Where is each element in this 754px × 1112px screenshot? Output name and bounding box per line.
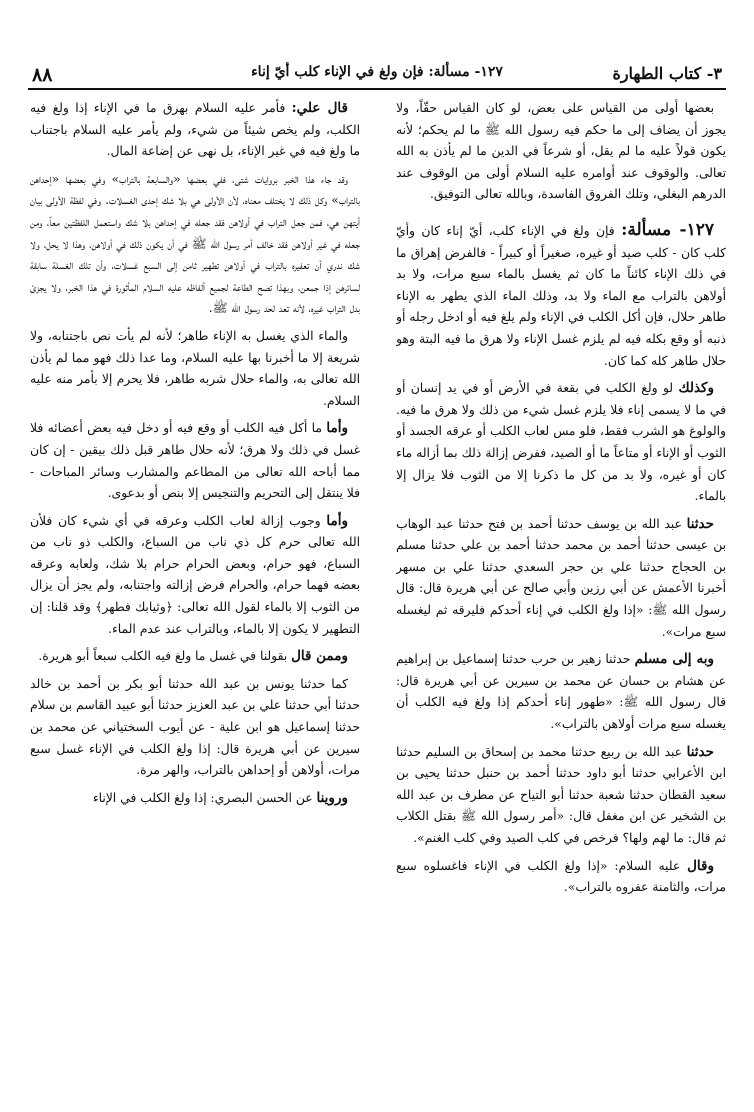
- paragraph-text: عليه السلام: «إذا ولغ الكلب في الإناء فاغسلوه سبع مرات، والثامنة عفروه بالتراب».: [396, 858, 726, 895]
- paragraph: [30, 511, 360, 641]
- paragraph-text: وقد جاء هذا الخبر بروايات شتى، ففي بعضها «والسابعة بالتراب» وفي بعضها «إحداهن بالتراب» وكل ذلك لا يختلف معناه، لأن الأولى هي بلا شك إحدى الغسلات. وفي لفظة الأولى بيان أيتهن هي، فمن جعل التراب في أولاهن فقد جعله في إحداهن بلا شك واستعمل اللفظتين معاً، ومن جعله في غير أولاهن فقد خالف أمر رسول الله ﷺ في أن يكون ذلك في أولاهن، وهذا لا يحل، ولا شك ندري أن تعفيره بالتراب في أولاهن تطهير ثامن إلى السبع غسلات، وأن تلك الغسلة سابقة لسائرهن إذا جمعن، وبهذا تصح الطاعة لجميع ألفاظه عليه السلام المأثورة في هذا الخبر، ولا يجزئ بدل التراب غيره، لأنه تعد لحد رسول الله ﷺ.: [30, 171, 360, 316]
- paragraph-lead: وأما: [326, 512, 348, 529]
- paragraph-lead: وقال: [687, 857, 714, 874]
- paragraph: [30, 418, 360, 504]
- paragraph-lead: وممن قال: [291, 648, 348, 665]
- paragraph-text: كما حدثنا يونس بن عبد الله حدثنا أبو بكر بن أحمد بن خالد حدثنا أبي حدثنا علي بن عبد العزيز حدثنا أبو عبيد القاسم بن سلام حدثنا إسماعيل هو ابن علية - عن أيوب السختياني عن محمد بن سيرين عن أبي هريرة قال: إذا ولغ الكلب في الإناء غسل سبع مرات، أولاهن أو إحداهن بالتراب، والهر مرة.: [30, 676, 360, 778]
- paragraph-text: حدثنا زهير بن حرب حدثنا إسماعيل بن إبراهيم عن هشام بن حسان عن محمد بن سيرين عن أبي هريرة قال: قال رسول الله ﷺ: «طهور إناء أحدكم إذا ولغ فيه الكلب أن يغسله سبع مرات أولاهن بالتراب».: [396, 652, 726, 732]
- paragraph-text: عبد الله بن يوسف حدثنا أحمد بن فتح حدثنا عبد الوهاب بن عيسى حدثنا أحمد بن محمد حدثنا أحمد بن علي حدثنا مسلم بن الحجاج حدثنا علي بن حجر السعدي حدثنا علي بن مسهر أخبرنا الأعمش عن أبي رزين وأبي صالح عن أبي هريرة قال: قال رسول الله ﷺ: «إذا ولغ الكلب في إناء أحدكم فليرقه ثم ليغسله سبع مرات».: [396, 516, 726, 639]
- paragraph: [396, 514, 726, 644]
- paragraph: [30, 169, 360, 320]
- paragraph-lead: ١٢٧- مسألة:: [621, 219, 714, 240]
- paragraph-lead: وأما: [326, 420, 348, 437]
- paragraph: [396, 220, 726, 372]
- paragraph-text: ما أكل فيه الكلب أو وقع فيه أو دخل فيه بعض أعضائه فلا غسل في ذلك ولا هرق؛ لأنه حلال طاهر قبل ذلك بيقين - إن كان مما أباحه الله تعالى من المطاعم والمشارب وسائر المباحات - فلا ينتقل إلى التحريم والتنجيس إلا بنص أو بدعوى.: [30, 421, 360, 501]
- paragraph: [396, 649, 726, 735]
- right-text-column: [396, 98, 726, 1102]
- paragraph-lead: وكذلك: [678, 380, 714, 397]
- page-number: ٨٨: [32, 64, 53, 86]
- paragraph-text: بعضها أولى من القياس على بعض، لو كان القياس حقّاً، ولا يجوز أن يضاف إلى ما حكم فيه رسول الله ﷺ ما لم يحكم؛ لأنه يكون قولاً عليه ما لم يقل، أو شرعاً في الدين ما لم يأذن به الله تعالى. والوقوف عند أوامره عليه السلام أولى من الوقوف عند الدرهم البغلي، وتلك الفروق الفاسدة، وبالله تعالى التوفيق.: [396, 101, 726, 202]
- paragraph-text: لو ولغ الكلب في بقعة في الأرض أو في يد إنسان أو في ما لا يسمى إناء فلا يلزم غسل شيء من ذلك ولا هرق ما فيه. والولوغ هو الشرب فقط، فلو مس لعاب الكلب أو عرقه الجسد أو الثوب أو الإناء أو متاعاً ما أو الصيد، ففرض إزالة ذلك بما أزاله ماء كان أو غيره، ولا بد من كل ما ذكرنا إلا من الثوب فلا يزال إلا بالماء.: [396, 381, 726, 504]
- running-title: ١٢٧- مسألة: فإن ولغ في الإناء كلب أيّ إناء: [251, 64, 503, 80]
- paragraph-lead: حدثنا: [686, 743, 714, 760]
- paragraph-text: فأمر عليه السلام بهرق ما في الإناء إذا ولغ فيه الكلب، ولم يخص شيئاً من شيء، ولم يأمر عليه السلام باجتناب ما ولغ فيه في غير الإناء، بل نهى عن إضاعة المال.: [30, 101, 360, 159]
- paragraph: [396, 378, 726, 508]
- paragraph-text: والماء الذي يغسل به الإناء طاهر؛ لأنه لم يأت نص باجتنابه، ولا شريعة إلا ما أخبرنا بها عليه السلام، وما عدا ذلك فهو مما لم يأذن الله تعالى به، والماء حلال شربه طاهر، فلا يحرم إلا بأمر منه عليه السلام.: [30, 328, 360, 408]
- paragraph: [30, 674, 360, 782]
- paragraph-text: بقولنا في غسل ما ولغ فيه الكلب سبعاً أبو هريرة.: [38, 649, 288, 664]
- paragraph-lead: قال علي:: [291, 100, 348, 116]
- paragraph-lead: حدثنا: [686, 515, 714, 532]
- paragraph-lead: وروينا: [316, 789, 348, 806]
- paragraph: [30, 646, 360, 668]
- paragraph-text: عبد الله بن ربيع حدثنا محمد بن إسحاق بن السليم حدثنا ابن الأعرابي حدثنا أبو داود حدثنا أحمد بن حنبل حدثنا يحيى بن سعيد القطان حدثنا شعبة حدثنا أبو التياح عن مطرف بن عبد الله بن الشخير عن ابن مغفل قال: «أمر رسول الله ﷺ بقتل الكلاب ثم قال: ما لهم ولها؟ فرخص في كلب الصيد وفي كلب الغنم».: [396, 744, 726, 845]
- paragraph-text: عن الحسن البصري: إذا ولغ الكلب في الإناء: [92, 790, 313, 805]
- paragraph: [30, 788, 360, 810]
- paragraph-text: فإن ولغ في الإناء كلب، أيّ إناء كان وأيّ كلب كان - كلب صيد أو غيره، صغيراً أو كبيراً - فالفرض إهراق ما في ذلك الإناء كائناً ما كان ثم يغسل بالماء سبع مرات، ولا بد أولاهن بالتراب مع الماء ولا بد، وذلك الماء الذي يطهر به الإناء طاهر حلال، فإن أكل الكلب في الإناء ولم يلغ فيه أو ادخل رجله أو ذنبه أو وقع بكله فيه لم يلزم غسل الإناء ولا هرق ما فيه البتة وهو حلال طاهر كله كما كان.: [396, 223, 726, 368]
- running-header: [28, 58, 726, 90]
- paragraph-text: وجوب إزالة لعاب الكلب وعرقه في أي شيء كان فلأن الله تعالى حرم كل ذي ناب من السباع، والكلب ذو ناب من السباع، فهو حرام، وبعض الحرام حرام بلا شك، ولعابه وعرقه بعضه فهما حرام، والحرام فرض إزالته واجتنابه، ولم يجز أن يزال من الثوب إلا بالماء لقول الله تعالى: ﴿وثيابك فطهر﴾ وقد قلنا: إن التطهير لا يكون إلا بالماء، وبالتراب عند عدم الماء.: [30, 513, 360, 636]
- paragraph: [396, 98, 726, 206]
- paragraph: [396, 856, 726, 899]
- paragraph: [30, 98, 360, 163]
- left-text-column: [30, 98, 360, 1102]
- paragraph-lead: وبه إلى مسلم: [634, 651, 714, 668]
- paragraph: [30, 326, 360, 412]
- chapter-title: ٣- كتاب الطهارة: [612, 64, 722, 83]
- paragraph: [396, 742, 726, 850]
